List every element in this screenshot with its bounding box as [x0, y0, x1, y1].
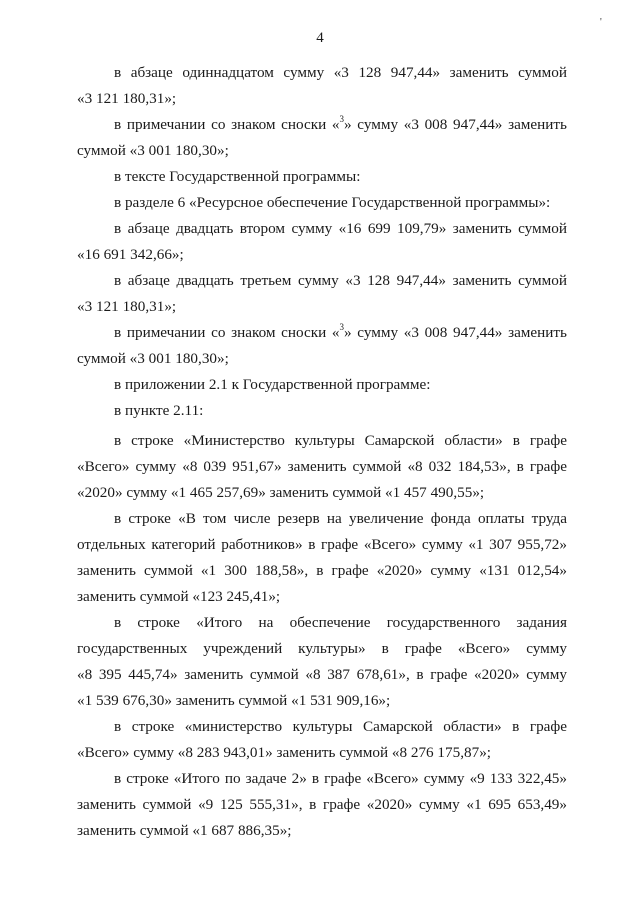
- text-line: заменить суммой «9 125 555,31», в графе «2020» сумму «1 695 653,49»: [77, 796, 567, 813]
- body-text-part-1: [77, 60, 567, 424]
- corner-mark: ': [600, 17, 602, 28]
- text-line: «8 395 445,74» заменить суммой «8 387 678,61», в графе «2020» сумму: [77, 666, 567, 683]
- text-fragment: » сумму «3 008 947,44» заменить: [344, 116, 567, 133]
- text-line: «Всего» сумму «8 283 943,01» заменить суммой «8 276 175,87»;: [77, 744, 492, 761]
- text-line: «Всего» сумму «8 039 951,67» заменить суммой «8 032 184,53», в графе: [77, 458, 567, 475]
- text-line: заменить суммой «1 687 886,35»;: [77, 822, 292, 839]
- text-line: «2020» сумму «1 465 257,69» заменить суммой «1 457 490,55»;: [77, 484, 485, 501]
- text-line: в строке «Итого на обеспечение государственного задания: [114, 614, 567, 631]
- text-fragment: в примечании со знаком сноски «: [114, 324, 340, 341]
- text-line-with-footnote: [77, 320, 567, 346]
- page-number: 4: [316, 30, 324, 46]
- footnote-mark: 3: [339, 321, 345, 332]
- text-line: отдельных категорий работников» в графе «Всего» сумму «1 307 955,72»: [77, 536, 567, 553]
- text-line: заменить суммой «1 300 188,58», в графе «2020» сумму «131 012,54»: [77, 562, 567, 579]
- text-line: суммой «3 001 180,30»;: [77, 350, 229, 367]
- text-line: «16 691 342,66»;: [77, 246, 184, 263]
- text-line: «1 539 676,30» заменить суммой «1 531 909,16»;: [77, 692, 391, 709]
- text-line-with-footnote: [77, 112, 567, 138]
- text-line: «3 121 180,31»;: [77, 298, 177, 315]
- text-line: в пункте 2.11:: [114, 402, 204, 419]
- text-line: в абзаце двадцать втором сумму «16 699 109,79» заменить суммой: [114, 220, 567, 237]
- text-line: «3 121 180,31»;: [77, 90, 177, 107]
- text-line: суммой «3 001 180,30»;: [77, 142, 229, 159]
- text-line: в строке «В том числе резерв на увеличение фонда оплаты труда: [114, 510, 567, 527]
- text-line: в тексте Государственной программы:: [114, 168, 361, 185]
- body-text-part-2: [77, 428, 567, 844]
- text-fragment: в примечании со знаком сноски «: [114, 116, 340, 133]
- text-line: в абзаце двадцать третьем сумму «3 128 947,44» заменить суммой: [114, 272, 567, 289]
- text-line: в строке «министерство культуры Самарской области» в графе: [114, 718, 567, 735]
- footnote-mark: 3: [339, 113, 345, 124]
- text-line: заменить суммой «123 245,41»;: [77, 588, 281, 605]
- text-line: в абзаце одиннадцатом сумму «3 128 947,44» заменить суммой: [114, 64, 567, 81]
- text-line: в разделе 6 «Ресурсное обеспечение Государственной программы»:: [114, 194, 551, 211]
- text-fragment: » сумму «3 008 947,44» заменить: [344, 324, 567, 341]
- text-line: в строке «Итого по задаче 2» в графе «Всего» сумму «9 133 322,45»: [114, 770, 567, 787]
- text-line: в приложении 2.1 к Государственной программе:: [114, 376, 431, 393]
- text-line: в строке «Министерство культуры Самарской области» в графе: [114, 432, 567, 449]
- text-line: государственных учреждений культуры» в графе «Всего» сумму: [77, 640, 567, 657]
